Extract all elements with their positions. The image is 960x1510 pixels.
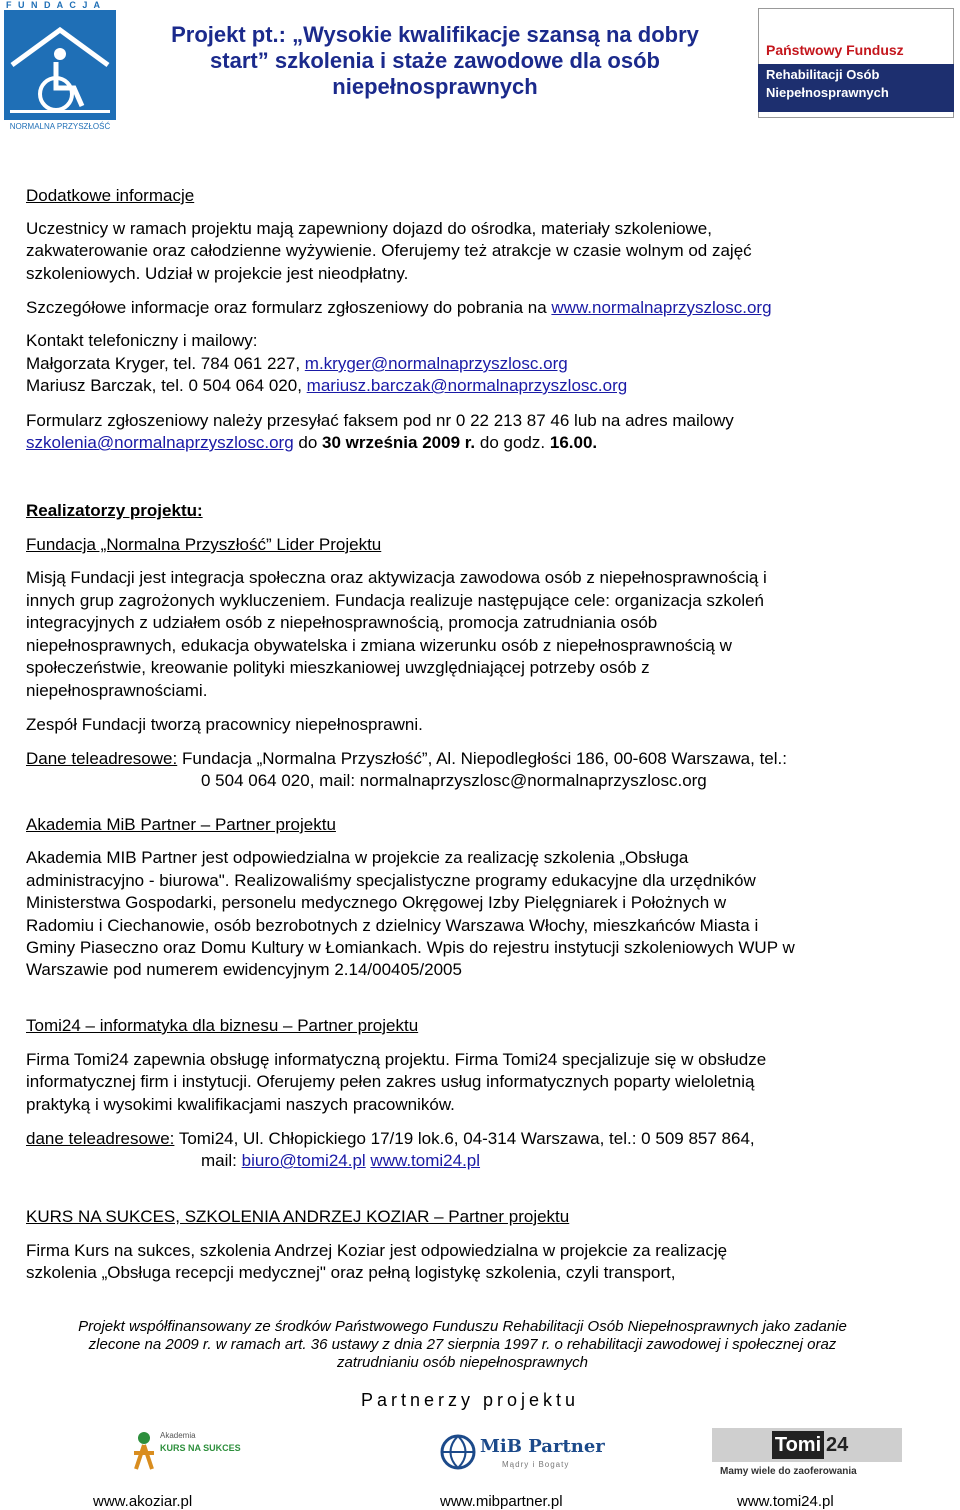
tomi-line-1: Firma Tomi24 zapewnia obsługę informatyczną projektu. Firma Tomi24 specjalizuje się w obsłudze — [26, 1050, 767, 1069]
funding-note-line-2: zlecone na 2009 r. w ramach art. 36 ustawy z dnia 27 sierpnia 1997 r. o rehabilitacji zawodowej i społecznej oraz — [88, 1336, 837, 1353]
mib-heading: Akademia MiB Partner – Partner projektu — [26, 815, 336, 834]
kurs-logo-text: KURS NA SUKCES — [160, 1443, 241, 1453]
form-to: do — [298, 433, 318, 452]
tomi-logo — [712, 1428, 902, 1484]
fundacja-contact — [26, 748, 904, 771]
logo-letters: F U N D A C J A — [6, 0, 103, 10]
project-title — [150, 22, 720, 100]
logo-caption: NORMALNA PRZYSZŁOŚĆ — [9, 122, 111, 131]
kurs-logo — [130, 1425, 241, 1487]
pfron-line-3: Niepełnosprawnych — [766, 85, 889, 100]
fundacja-line-2: innych grup zagrożonych wykluczeniem. Fundacja realizuje następujące cele: organizacja szkoleń — [26, 591, 765, 610]
fundacja-contact-line-1: Fundacja „Normalna Przyszłość”, Al. Niepodległości 186, 00-608 Warszawa, tel.: — [181, 749, 787, 768]
fundacja-line-5: społeczeństwie, kreowanie polityki mieszkaniowej uwzględniającej potrzeby osób z — [26, 658, 650, 677]
info-line-3: szkoleniowych. Udział w projekcie jest nieodpłatny. — [26, 264, 409, 283]
tomi-email-link[interactable]: biuro@tomi24.pl — [241, 1151, 366, 1170]
fundacja-team: Zespół Fundacji tworzą pracownicy niepełnosprawni. — [26, 715, 423, 734]
mib-logo-sub: Mądry i Bogaty — [502, 1460, 570, 1469]
mib-line-2: administracyjno - biurowa". Realizowaliśmy specjalistyczne programy edukacyjne dla urzędników — [26, 871, 756, 890]
tomi-contact-label: dane teleadresowe: — [26, 1129, 175, 1148]
contact-1 — [26, 353, 904, 376]
form-time: 16.00. — [549, 433, 598, 452]
mib-line-4: Radomiu i Ciechanowie, osób bezrobotnych z dzielnicy Warszawa Włochy, mieszkańców Miasta i — [26, 916, 759, 935]
tomi-contact-line-1: Tomi24, Ul. Chłopickiego 17/19 lok.6, 04-314 Warszawa, tel.: 0 509 857 864, — [178, 1129, 755, 1148]
tomi-heading: Tomi24 – informatyka dla biznesu – Partner projektu — [26, 1016, 419, 1035]
mib-url[interactable]: www.mibpartner.pl — [440, 1493, 563, 1510]
info-heading: Dodatkowe informacje — [26, 186, 195, 205]
kurs-line-2: szkolenia „Obsługa recepcji medycznej" oraz pełną logistykę szkolenia, czyli transport, — [26, 1263, 676, 1282]
tomi-url[interactable]: www.tomi24.pl — [737, 1493, 834, 1510]
kurs-logo-small: Akademia — [160, 1431, 196, 1440]
form-line-1: Formularz zgłoszeniowy należy przesyłać faksem pod nr 0 22 213 87 46 lub na adres mailowy — [26, 411, 734, 430]
info-line-1: Uczestnicy w ramach projektu mają zapewniony dojazd do ośrodka, materiały szkoleniowe, — [26, 219, 712, 238]
title-line-2: start” szkolenia i staże zawodowe dla osób — [210, 48, 660, 73]
title-line-1: Projekt pt.: „Wysokie kwalifikacje szansą na dobry — [171, 22, 699, 47]
title-line-3: niepełnosprawnych — [332, 74, 538, 99]
tomi-mail-label: mail: — [201, 1151, 237, 1170]
tomi-contact-line-2 — [201, 1150, 906, 1173]
fundacja-line-3: integracyjnych z udziałem osób z niepełnosprawnością, promocja zatrudniania osób — [26, 613, 658, 632]
wheelchair-icon — [4, 10, 116, 120]
fundacja-logo — [4, 0, 116, 132]
info-line-2: zakwaterowanie oraz całodzienne wyżywienie. Oferujemy też atrakcje w czasie wolnym od zajęć — [26, 241, 752, 260]
funding-note-line-1: Projekt współfinansowany ze środków Państwowego Funduszu Rehabilitacji Osób Niepełnosprawnych jako zadanie — [78, 1318, 847, 1335]
tomi-logo-text: Tomi — [772, 1431, 824, 1459]
pfron-logo — [758, 8, 954, 118]
funding-note-line-3: zatrudnianiu osób niepełnosprawnych — [336, 1354, 588, 1371]
mib-logo — [440, 1430, 605, 1480]
download-line — [26, 297, 904, 320]
fundacja-line-1: Misją Fundacji jest integracja społeczna oraz aktywizacja zawodowa osób z niepełnosprawnością i — [26, 568, 767, 587]
contact-2-email[interactable]: mariusz.barczak@normalnaprzyszlosc.org — [306, 376, 628, 395]
tomi-logo-num: 24 — [826, 1434, 849, 1456]
mib-logo-text: MiB Partner — [480, 1436, 605, 1457]
contact-2-text: Mariusz Barczak, tel. 0 504 064 020, — [26, 376, 302, 395]
pfron-line-1: Państwowy Fundusz — [766, 42, 904, 58]
tomi-www-link[interactable]: www.tomi24.pl — [370, 1151, 481, 1170]
download-link[interactable]: www.normalnaprzyszlosc.org — [551, 298, 772, 317]
tomi-line-3: praktyką i wysokimi kwalifikacjami naszych pracowników. — [26, 1095, 455, 1114]
mib-line-1: Akademia MIB Partner jest odpowiedzialna w projekcie za realizację szkolenia „Obsługa — [26, 848, 689, 867]
fundacja-line-4: niepełnosprawnych, edukacja obywatelska i zmiana wizerunku osób z niepełnosprawnością w — [26, 636, 732, 655]
mib-line-6: Warszawie pod numerem ewidencyjnym 2.14/00405/2005 — [26, 960, 462, 979]
mib-line-5: Gminy Piaseczno oraz Domu Kultury w Łomiankach. Wpis do rejestru instytucji szkoleniowych WUP w — [26, 938, 795, 957]
kurs-figure-icon — [130, 1431, 158, 1471]
contact-1-email[interactable]: m.kryger@normalnaprzyszlosc.org — [304, 354, 568, 373]
tomi-logo-sub: Mamy wiele do zaoferowania — [720, 1466, 857, 1477]
partners-title: Partnerzy projektu — [360, 1390, 580, 1410]
tomi-line-2: informatycznej firm i instytucji. Oferujemy pełen zakres usług informatycznych poparty wieloletnią — [26, 1072, 755, 1091]
contact-heading: Kontakt telefoniczny i mailowy: — [26, 331, 258, 350]
contact-2 — [26, 375, 904, 398]
funding-note — [60, 1318, 865, 1372]
form-until: do godz. — [479, 433, 546, 452]
kurs-url[interactable]: www.akoziar.pl — [93, 1493, 193, 1510]
fundacja-contact-label: Dane teleadresowe: — [26, 749, 178, 768]
fundacja-heading: Fundacja „Normalna Przyszłość” Lider Projektu — [26, 535, 382, 554]
fundacja-contact-line-2: 0 504 064 020, mail: normalnaprzyszlosc@normalnaprzyszlosc.org — [201, 771, 707, 790]
tomi-contact — [26, 1128, 904, 1151]
kurs-line-1: Firma Kurs na sukces, szkolenia Andrzej Koziar jest odpowiedzialna w projekcie za realizację — [26, 1241, 728, 1260]
pfron-line-2: Rehabilitacji Osób — [766, 67, 880, 82]
mib-line-3: Ministerstwa Gospodarki, personelu medycznego Okręgowej Izby Pielęgniarek i Położnych w — [26, 893, 727, 912]
form-email[interactable]: szkolenia@normalnaprzyszlosc.org — [26, 433, 294, 452]
realizers-heading: Realizatorzy projektu: — [26, 501, 203, 520]
download-text: Szczegółowe informacje oraz formularz zgłoszeniowy do pobrania na — [26, 298, 547, 317]
form-deadline: 30 września 2009 r. — [322, 433, 476, 452]
fundacja-line-6: niepełnosprawnościami. — [26, 681, 208, 700]
contact-1-text: Małgorzata Kryger, tel. 784 061 227, — [26, 354, 301, 373]
kurs-heading: KURS NA SUKCES, SZKOLENIA ANDRZEJ KOZIAR – Partner projektu — [26, 1207, 570, 1226]
form-line-2 — [26, 432, 904, 455]
mib-globe-icon — [440, 1434, 476, 1470]
